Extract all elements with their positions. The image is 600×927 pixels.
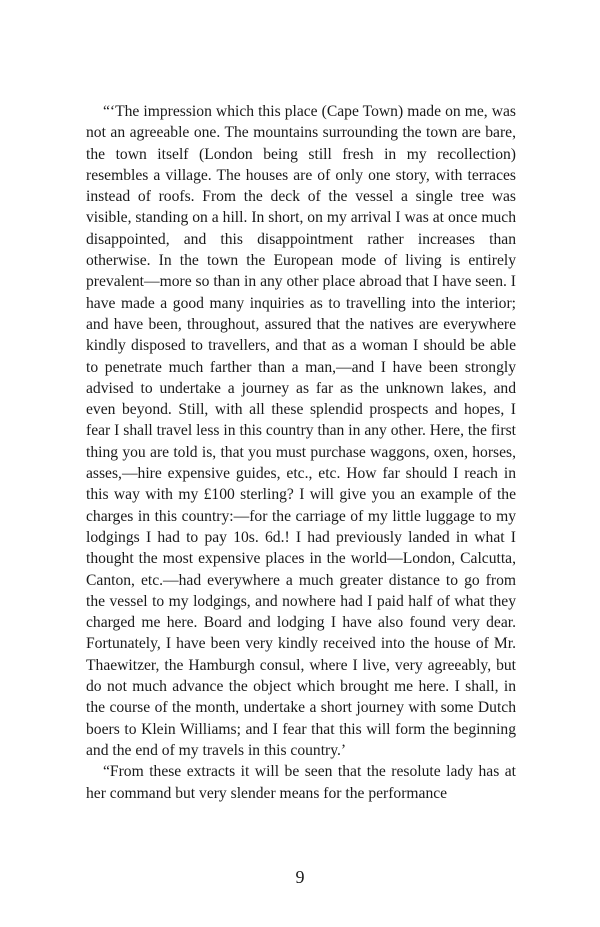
paragraph-commentary: “From these extracts it will be seen that the resolute lady has at her command but very slender means for the performance [86, 763, 516, 802]
paragraph-letter-extract: “‘The impression which this place (Cape Town) made on me, was not an agreeable one. The mountains surrounding the town are bare, the town itself (London being still fresh in my recollection) resembles a village. The houses are of only one story, with terraces instead of roofs. From the deck of the vessel a single tree was visible, standing on a hill. In short, on my arrival I was at once much disappointed, and this disappointment rather increases than otherwise. In the town the European mode of living is entirely prevalent—more so than in any other place abroad that I have seen. I have made a good many inquiries as to travelling into the interior; and have been, throughout, assured that the natives are everywhere kindly disposed to travellers, and that as a woman I should be able to penetrate much farther than a man,—and I have been strongly advised to undertake a journey as far as the unknown lakes, and even beyond. Still, with all these splendid prospects and hopes, I fear I shall travel less in this country than in any other. Here, the first thing you are told is, that you must purchase waggons, oxen, horses, asses,—hire expensive guides, etc., etc. How far should I reach in this way with my £100 sterling? I will give you an example of the charges in this country:—for the carriage of my little luggage to my lodgings I had to pay 10s. 6d.! I had previously landed in what I thought the most expensive places in the world—London, Calcutta, Canton, etc.—had everywhere a much greater distance to go from the vessel to my lodgings, and nowhere had I paid half of what they charged me here. Board and lodging I have also found very dear. Fortunately, I have been very kindly received into the house of Mr. Thaewitzer, the Hamburgh consul, where I live, very agreeably, but do not much advance the object which brought me here. I shall, in the course of the month, undertake a short journey with some Dutch boers to Klein Williams; and I fear that this will form the beginning and the end of my travels in this country.’ [86, 103, 516, 759]
body-text [86, 101, 516, 804]
page-number: 9 [295, 867, 305, 887]
